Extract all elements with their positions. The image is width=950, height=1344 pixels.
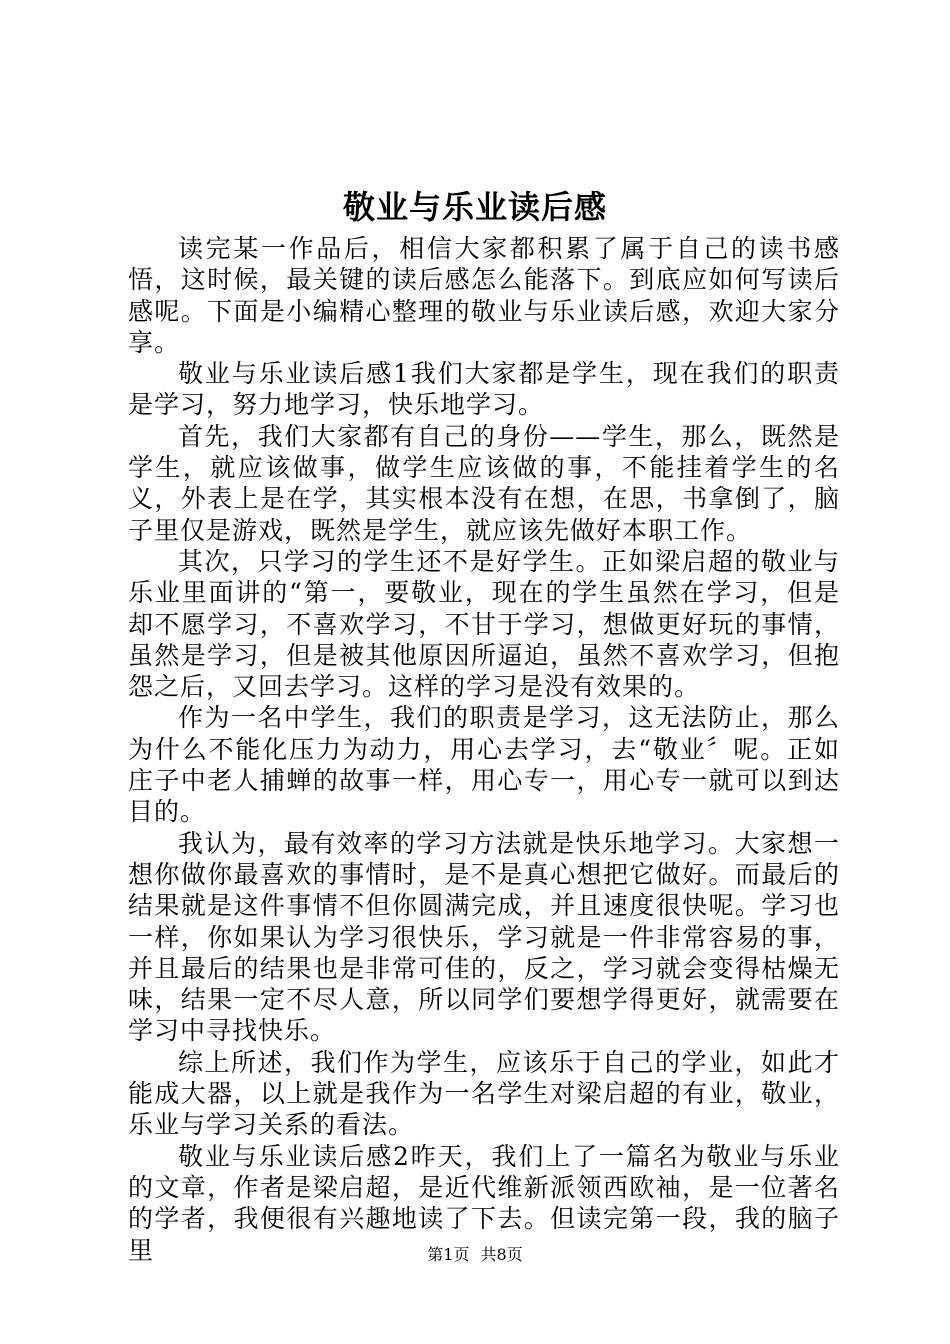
paragraph-middle-school-student: 作为一名中学生，我们的职责是学习，这无法防止，那么为什么不能化压力为动力，用心去学习，去“敬业〞呢。正如庄子中老人捕蝉的故事一样，用心专一，用心专一就可以到达目的。 [128,703,840,827]
paragraph-secondly: 其次，只学习的学生还不是好学生。正如梁启超的敬业与乐业里面讲的“第一，要敬业，现在的学生虽然在学习，但是却不愿学习，不喜欢学习，不甘于学习，想做更好玩的事情，虽然是学习，但是被其他原因所逼迫，虽然不喜欢学习，但抱怨之后，又回去学习。这样的学习是没有效果的。 [128,546,840,702]
paragraph-firstly: 首先，我们大家都有自己的身份——学生，那么，既然是学生，就应该做事，做学生应该做的事，不能挂着学生的名义，外表上是在学，其实根本没有在想，在思，书拿倒了，脑子里仅是游戏，既然是学生，就应该先做好本职工作。 [128,421,840,545]
page-total: 共8页 [480,1245,523,1264]
page-footer [0,1243,950,1267]
paragraph-conclusion: 综上所述，我们作为学生，应该乐于自己的学业，如此才能成大器，以上就是我作为一名学生对梁启超的有业，敬业，乐业与学习关系的看法。 [128,1047,840,1140]
document-title: 敬业与乐业读后感 [342,188,607,226]
paragraph-happy-learning: 我认为，最有效率的学习方法就是快乐地学习。大家想一想你做你最喜欢的事情时，是不是真心想把它做好。而最后的结果就是这件事情不但你圆满完成，并且速度很快呢。学习也一样，你如果认为学习很快乐，学习就是一件非常容易的事，并且最后的结果也是非常可佳的，反之，学习就会变得枯燥无味，结果一定不尽人意，所以同学们要想学得更好，就需要在学习中寻找快乐。 [128,828,840,1046]
document-body [128,233,840,1266]
paragraph-essay1-opening: 敬业与乐业读后感1我们大家都是学生，现在我们的职责是学习，努力地学习，快乐地学习。 [128,359,840,420]
page-number: 第1页 [427,1245,470,1264]
paragraph-essay2-opening: 敬业与乐业读后感2昨天，我们上了一篇名为敬业与乐业的文章，作者是梁启超，是近代维新派领西欧袖，是一位著名的学者，我便很有兴趣地读了下去。但读完第一段，我的脑子里 [128,1141,840,1265]
paragraph-intro: 读完某一作品后，相信大家都积累了属于自己的读书感悟，这时候，最关键的读后感怎么能落下。到底应如何写读后感呢。下面是小编精心整理的敬业与乐业读后感，欢迎大家分享。 [128,234,840,357]
